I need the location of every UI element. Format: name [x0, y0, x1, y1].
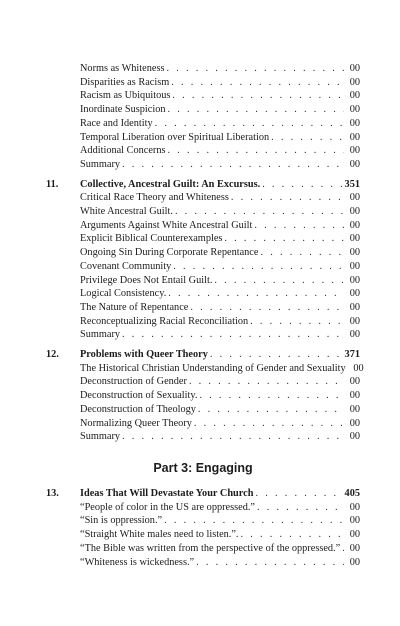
toc-entry-label: Deconstruction of Theology — [80, 403, 196, 415]
dot-leader — [224, 232, 344, 246]
toc-entry-page: 00 — [349, 63, 360, 74]
toc-chapter-number: 13. — [46, 487, 59, 499]
toc-entry-label: Disparities as Racism — [80, 76, 170, 88]
toc-entry-label: Temporal Liberation over Spiritual Liberation — [80, 131, 270, 143]
toc-entry-page: 00 — [349, 403, 360, 415]
toc-entry — [46, 556, 360, 570]
toc-entry — [46, 542, 360, 556]
toc-entry-page: 00 — [349, 117, 360, 129]
toc-entry-label: Inordinate Suspicion — [80, 104, 166, 116]
toc-entry-page: 00 — [349, 90, 360, 102]
dot-leader — [257, 501, 344, 515]
toc-entry — [46, 144, 360, 158]
toc-chapter-number: 11. — [46, 178, 59, 190]
toc-entry-label: The Nature of Repentance — [80, 301, 189, 313]
dot-leader — [155, 117, 344, 131]
toc-entry-label: Arguments Against White Ancestral Guilt — [80, 219, 253, 231]
toc-entry-page: 00 — [349, 131, 360, 143]
toc-entry-page: 00 — [353, 362, 364, 374]
toc-entry-label: Deconstruction of Gender — [80, 376, 187, 388]
toc-entry-page: 00 — [349, 315, 360, 327]
toc-entry-page: 00 — [349, 390, 360, 402]
toc-entry-page: 00 — [349, 301, 360, 313]
toc-entry-label: Normalizing Queer Theory — [80, 417, 192, 429]
toc-entry — [46, 246, 360, 260]
toc-entry-label: “The Bible was written from the perspective of the oppressed.” — [80, 542, 341, 554]
toc-entry — [46, 403, 360, 417]
toc-entry-label: Race and Identity — [80, 117, 153, 129]
dot-leader — [271, 131, 344, 145]
dot-leader — [122, 328, 344, 342]
toc-entry — [46, 430, 360, 444]
toc-entry-label: Deconstruction of Sexuality. — [80, 390, 198, 402]
toc-entry-label: Racism as Ubiquitous — [80, 90, 171, 102]
dot-leader — [260, 246, 344, 260]
toc-entry-page: 00 — [349, 329, 360, 341]
toc-entry-page: 00 — [349, 556, 360, 568]
toc-entry-label: Norms as Whiteness — [80, 63, 165, 74]
toc-entry-page: 00 — [349, 145, 360, 157]
toc-entry — [46, 301, 360, 315]
toc-entry — [46, 89, 360, 103]
dot-leader — [214, 274, 344, 288]
toc-entry-page: 00 — [349, 260, 360, 272]
toc-entry-page: 00 — [349, 542, 360, 554]
toc-entry-label: “Sin is oppression.” — [80, 515, 163, 527]
dot-leader — [166, 62, 344, 76]
toc-entry — [46, 274, 360, 288]
toc-chapter — [46, 487, 360, 501]
dot-leader — [194, 417, 344, 431]
dot-leader — [164, 514, 344, 528]
dot-leader — [342, 542, 344, 556]
dot-leader — [168, 103, 344, 117]
dot-leader — [172, 89, 344, 103]
dot-leader — [231, 191, 344, 205]
toc-entry-page: 00 — [349, 288, 360, 300]
toc-chapter-title: Collective, Ancestral Guilt: An Excursus. — [80, 178, 261, 190]
dot-leader — [196, 556, 344, 570]
toc-chapter-page: 351 — [344, 178, 360, 190]
toc-group — [46, 62, 360, 172]
toc-entry — [46, 514, 360, 528]
dot-leader — [173, 260, 344, 274]
toc-entry-page: 00 — [349, 219, 360, 231]
toc-entry — [46, 417, 360, 431]
toc-entry — [46, 191, 360, 205]
toc-entry — [46, 362, 364, 376]
table-of-contents — [46, 62, 364, 569]
toc-entry-label: Explicit Biblical Counterexamples — [80, 233, 223, 245]
toc-entry-label: Summary — [80, 158, 121, 170]
dot-leader — [241, 528, 344, 542]
toc-entry — [46, 117, 360, 131]
dot-leader — [189, 375, 344, 389]
toc-entry — [46, 131, 360, 145]
dot-leader — [210, 348, 343, 362]
dot-leader — [168, 287, 344, 301]
toc-entry-page: 00 — [349, 247, 360, 259]
toc-entry-page: 00 — [349, 529, 360, 541]
toc-entry — [46, 389, 360, 403]
dot-leader — [199, 389, 344, 403]
toc-entry-label: Privilege Does Not Entail Guilt. — [80, 274, 213, 286]
toc-entry — [46, 315, 360, 329]
dot-leader — [171, 76, 344, 90]
toc-entry-label: Reconceptualizing Racial Reconciliation — [80, 315, 249, 327]
toc-entry-page: 00 — [349, 206, 360, 218]
toc-entry-page: 00 — [349, 76, 360, 88]
toc-entry-label: “Whiteness is wickedness.” — [80, 556, 195, 568]
dot-leader — [122, 430, 344, 444]
toc-entry — [46, 205, 360, 219]
toc-entry — [46, 528, 360, 542]
toc-entry-label: Critical Race Theory and Whiteness — [80, 192, 229, 204]
toc-entry — [46, 219, 360, 233]
toc-entry-page: 00 — [349, 501, 360, 513]
toc-entry — [46, 375, 360, 389]
toc-entry-page: 00 — [349, 417, 360, 429]
toc-entry-label: The Historical Christian Understanding of Gender and Sexuality — [80, 362, 346, 374]
dot-leader — [255, 487, 342, 501]
toc-entry — [46, 158, 360, 172]
toc-entry-label: Summary — [80, 431, 121, 443]
dot-leader — [122, 158, 344, 172]
toc-entry-label: Ongoing Sin During Corporate Repentance — [80, 247, 259, 259]
toc-entry-page: 00 — [349, 376, 360, 388]
toc-entry-page: 00 — [349, 233, 360, 245]
toc-group — [46, 348, 364, 444]
toc-entry-label: Summary — [80, 329, 121, 341]
toc-entry-page: 00 — [349, 158, 360, 170]
part-heading: Part 3: Engaging — [153, 460, 253, 475]
dot-leader — [250, 315, 344, 329]
toc-entry — [46, 232, 360, 246]
toc-entry-page: 00 — [349, 104, 360, 116]
toc-entry-label: “Straight White males need to listen.”. — [80, 529, 239, 541]
dot-leader — [254, 219, 344, 233]
toc-entry — [46, 76, 360, 90]
toc-entry-label: Logical Consistency. — [80, 288, 167, 300]
toc-entry-page: 00 — [349, 431, 360, 443]
toc-chapter — [46, 178, 360, 192]
toc-chapter-page: 405 — [344, 487, 360, 499]
toc-group — [46, 487, 360, 569]
toc-entry-label: Covenant Community — [80, 260, 172, 272]
toc-entry — [46, 62, 360, 76]
toc-group — [46, 178, 360, 342]
toc-chapter-title: Problems with Queer Theory — [80, 349, 208, 361]
toc-entry — [46, 103, 360, 117]
dot-leader — [198, 403, 344, 417]
dot-leader — [262, 178, 342, 192]
toc-chapter — [46, 348, 360, 362]
toc-entry-label: Additional Concerns — [80, 145, 166, 157]
toc-entry — [46, 287, 360, 301]
toc-entry-page: 00 — [349, 274, 360, 286]
toc-entry-label: White Ancestral Guilt. — [80, 206, 173, 218]
dot-leader — [168, 144, 344, 158]
dot-leader — [175, 205, 344, 219]
toc-chapter-title: Ideas That Will Devastate Your Church — [80, 487, 254, 499]
toc-entry-page: 00 — [349, 192, 360, 204]
toc-chapter-number: 12. — [46, 349, 59, 361]
toc-entry-label: “People of color in the US are oppressed.” — [80, 501, 255, 513]
toc-entry — [46, 328, 360, 342]
toc-chapter-page: 371 — [344, 349, 360, 361]
toc-entry-page: 00 — [349, 515, 360, 527]
toc-entry — [46, 501, 360, 515]
toc-entry — [46, 260, 360, 274]
dot-leader — [190, 301, 344, 315]
